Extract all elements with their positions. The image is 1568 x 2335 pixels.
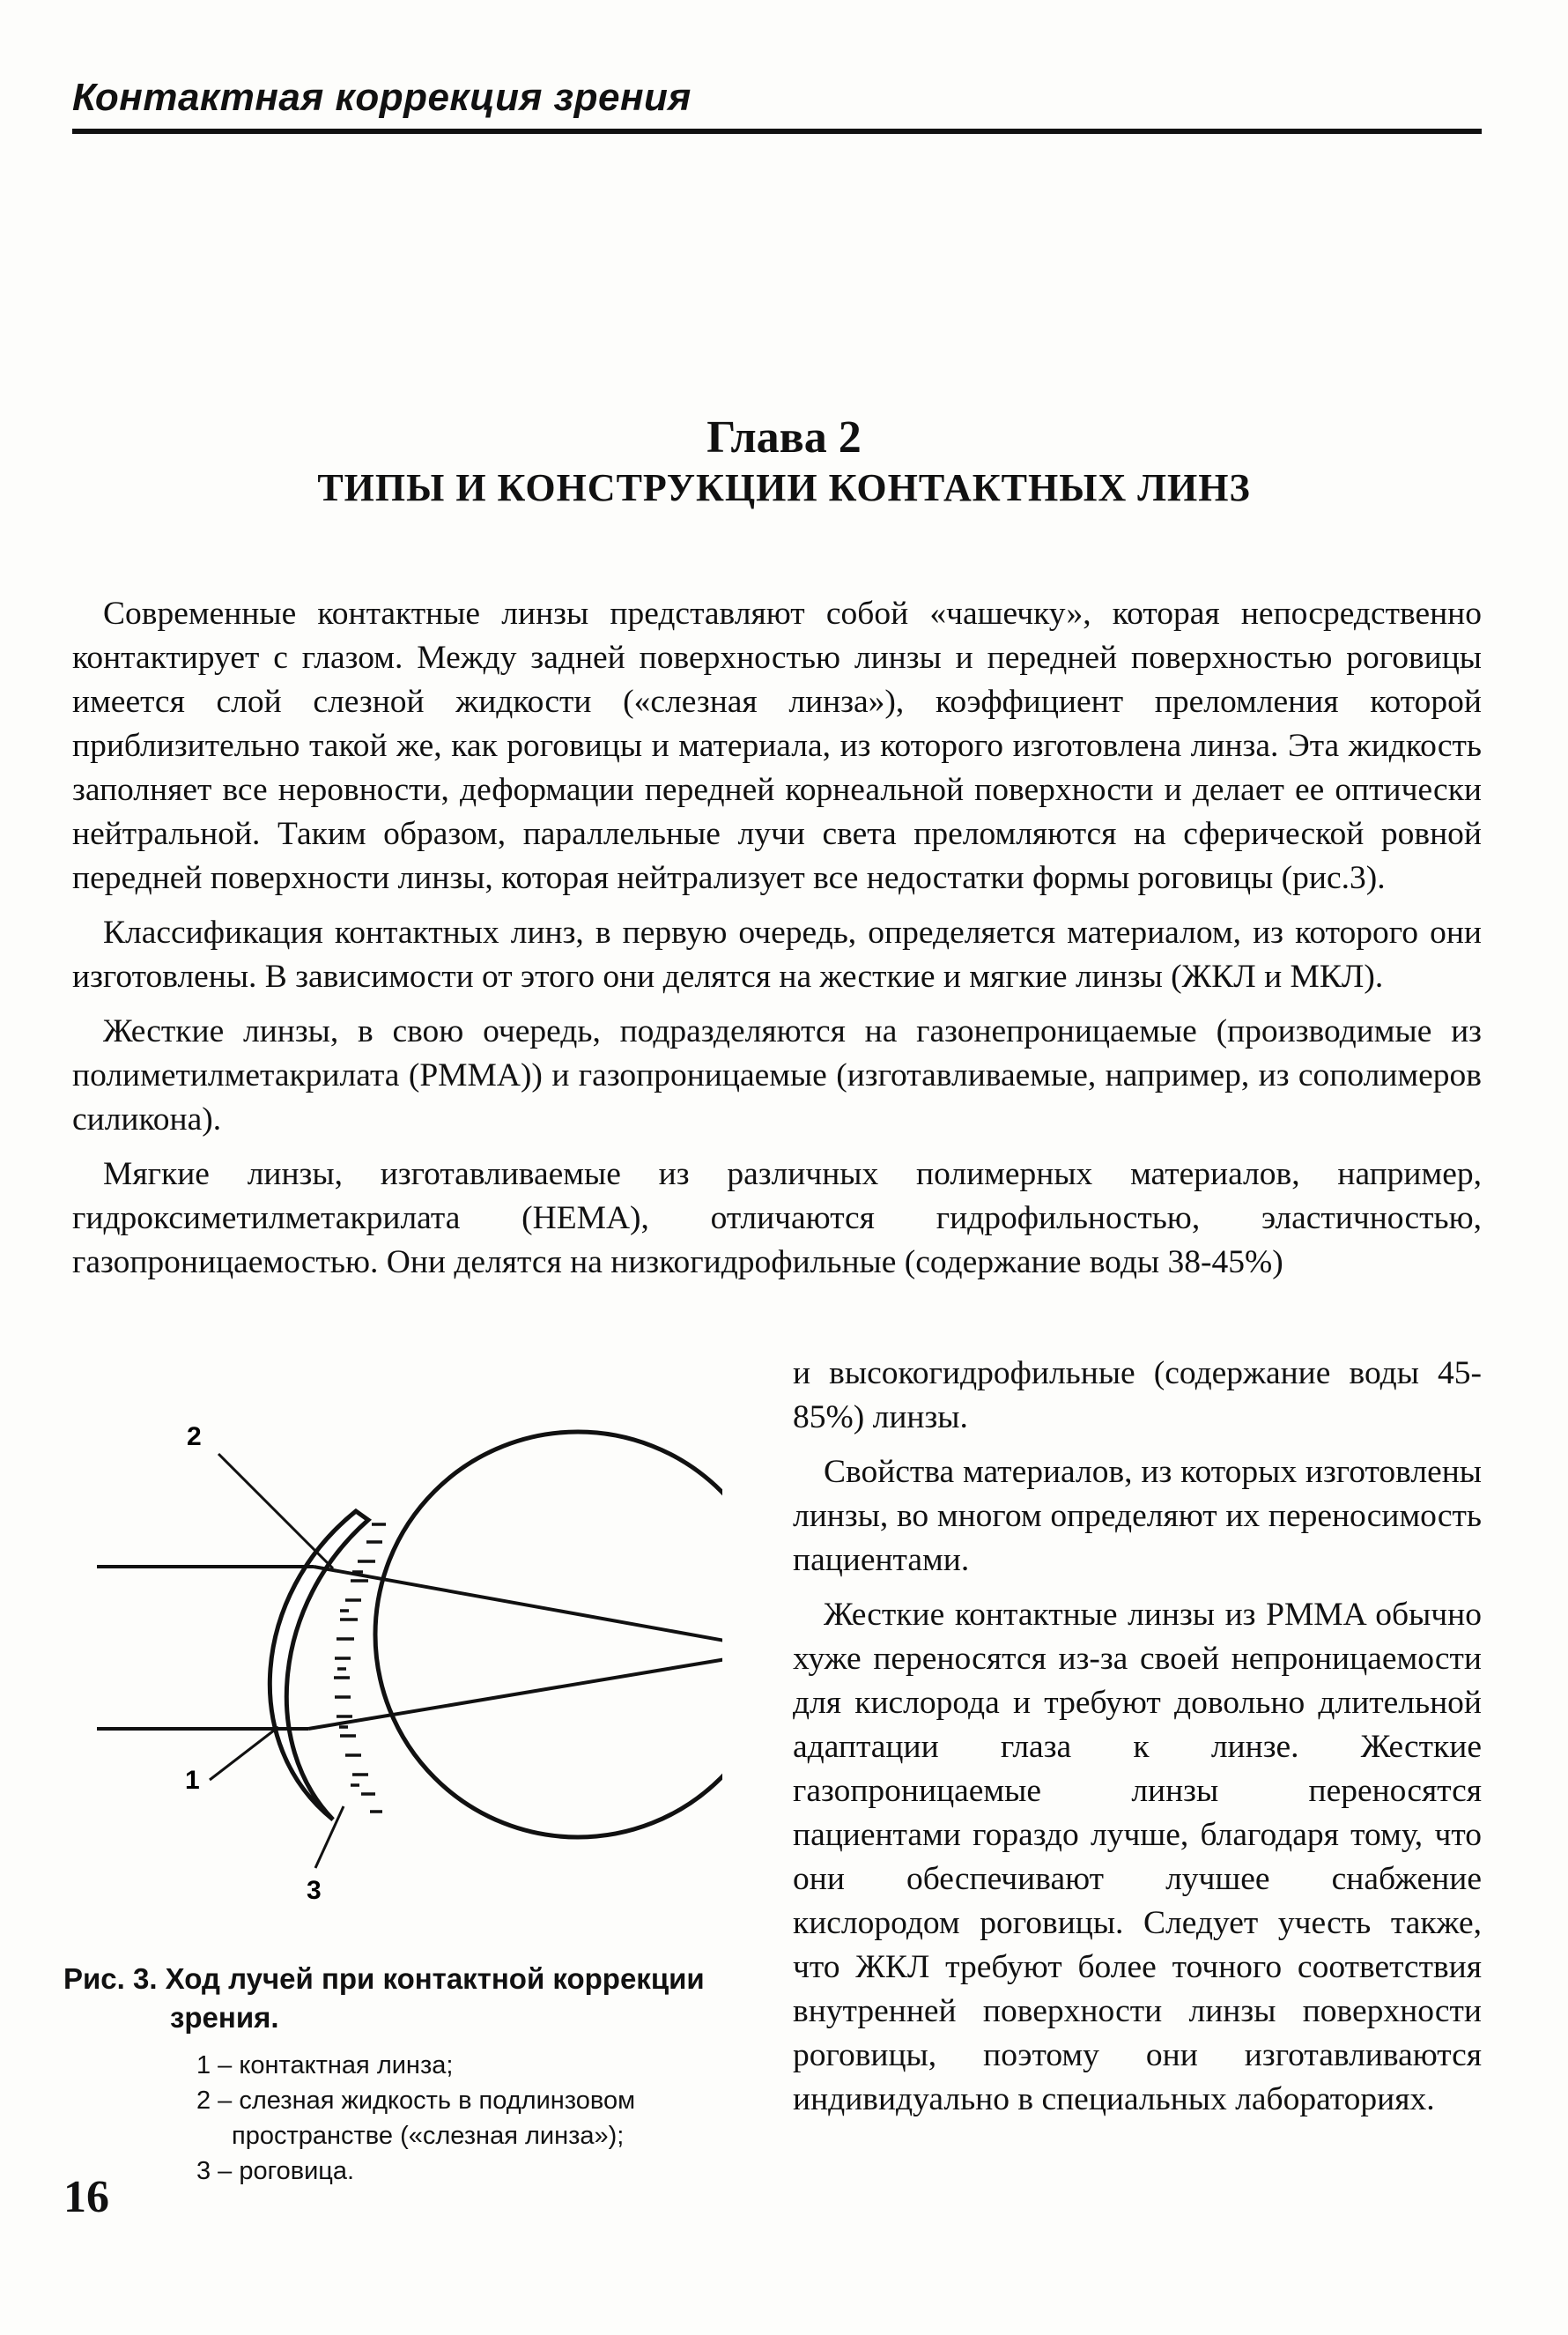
figure-label-3: 3 [307, 1876, 322, 1905]
legend-item: 1 – контактная линза; [196, 2051, 454, 2079]
paragraph: Свойства материалов, из которых изготовлены линзы, во многом определяют их переносимость пациентами. [793, 1454, 1482, 1578]
eyeball-outline [375, 1432, 722, 1837]
paragraph-continuation: и высокогидрофильные (содержание воды 45-85%) линзы. [793, 1355, 1482, 1435]
running-head: Контактная коррекция зрения [72, 76, 692, 119]
figure-label-2: 2 [187, 1422, 202, 1451]
paragraph: Классификация контактных линз, в первую очередь, определяется материалом, из которого они изготовлены. В зависимости от этого они делятся на жесткие и мягкие линзы (ЖКЛ и МКЛ). [72, 915, 1482, 995]
legend-item: 3 – роговица. [196, 2157, 355, 2185]
page-number: 16 [63, 2172, 109, 2222]
paragraph: Жесткие контактные линзы из PMMA обычно хуже переносятся из-за своей непроницаемости для кислорода и требуют довольно длительной адаптации глаза к линзе. Жесткие газопроницаемые линзы переносятся пациентами гораздо лучше, благодаря тому, что они обеспечивают лучшее снабжение кислородом роговицы. Следует учесть также, что ЖКЛ требуют более точного соответствия внутренней поверхности линзы поверхности роговицы, поэтому они изготавливаются индивидуально в специальных лабораториях. [793, 1597, 1482, 2117]
paragraph: Жесткие линзы, в свою очередь, подразделяются на газонепроницаемые (производимые из полиметилметакрилата (PMMA)) и газопроницаемые (изготавливаемые, например, из сополимеров силикона). [72, 1013, 1482, 1138]
figure-eye-diagram [88, 1401, 722, 1930]
leader-line-2 [218, 1454, 333, 1568]
caption-title-continuation: зрения. [170, 2001, 279, 2034]
refracted-ray-lower [308, 1650, 722, 1729]
header-rule [72, 129, 1482, 134]
paragraph: Современные контактные линзы представляют собой «чашечку», которая непосредственно контактирует с глазом. Между задней поверхностью линзы и передней поверхностью роговицы имеется слой слезной жидкости («слезная линза»), коэффициент преломления которой приблизительно такой же, как роговицы и материала, из которого изготовлена линза. Эта жидкость заполняет все неровности, деформации передней корнеальной поверхности и делает ее оптически нейтральной. Таким образом, параллельные лучи света преломляются на сферической ровной передней поверхности линзы, которая нейтрализует все недостатки формы роговицы (рис.3). [72, 596, 1482, 896]
legend-item: 2 – слезная жидкость в подлинзовом пространстве («слезная линза»); [196, 2087, 636, 2150]
caption-legend [63, 2048, 759, 2189]
paragraph: Мягкие линзы, изготавливаемые из различных полимерных материалов, например, гидроксиметилметакрилата (HEMA), отличаются гидрофильностью, эластичностью, газопроницаемостью. Они делятся на низкогидрофильные (содержание воды 38-45%) [72, 1156, 1482, 1280]
caption-title [63, 1960, 759, 2037]
figure-label-1: 1 [185, 1766, 200, 1795]
leader-line-1 [210, 1727, 278, 1780]
chapter-number: Глава 2 [706, 412, 862, 463]
chapter-title: ТИПЫ И КОНСТРУКЦИИ КОНТАКТНЫХ ЛИНЗ [317, 466, 1251, 509]
figure-caption [63, 1960, 759, 2189]
right-column-text [793, 1352, 1482, 2132]
caption-title-line: Рис. 3. Ход лучей при контактной коррекции [63, 1962, 705, 1995]
body-text [72, 592, 1482, 1285]
